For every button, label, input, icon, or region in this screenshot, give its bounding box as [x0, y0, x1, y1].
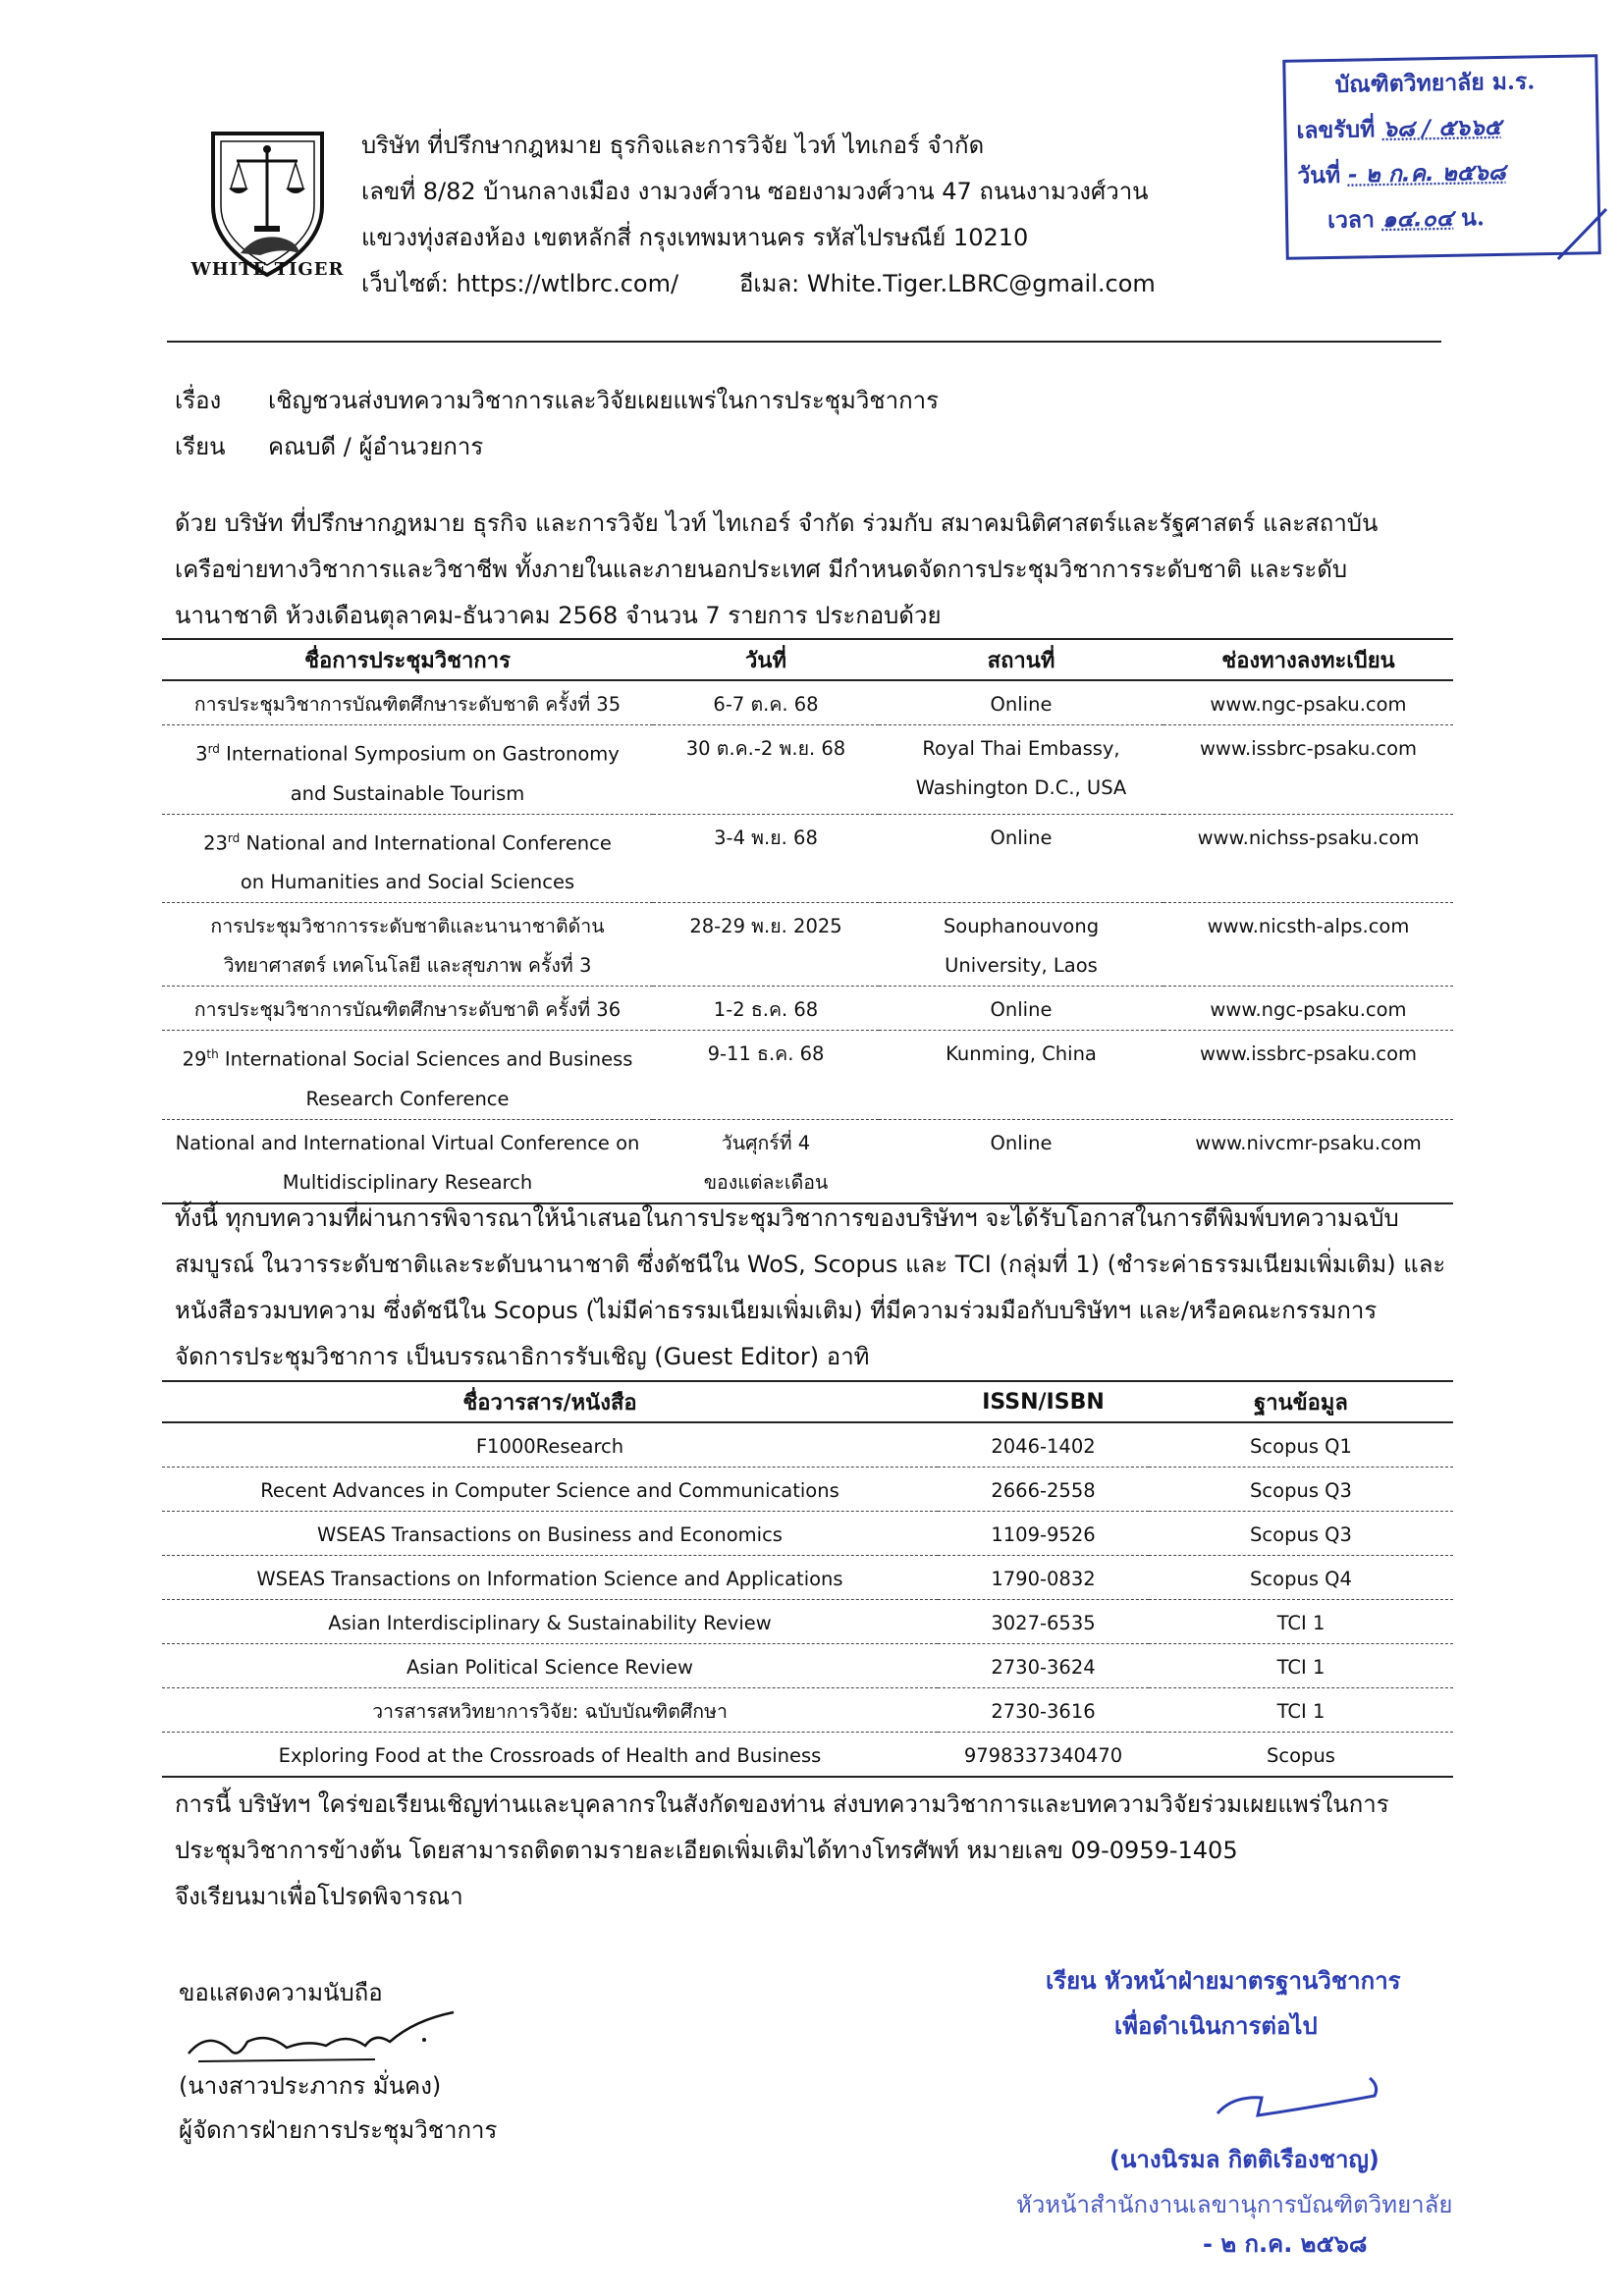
conference-name-line: 3rd International Symposium on Gastronomy: [195, 742, 620, 766]
journal-database: Scopus Q3: [1149, 1512, 1453, 1556]
header-divider: [167, 341, 1441, 343]
col-header-journal-name: ชื่อวารสาร/หนังสือ: [162, 1381, 938, 1422]
journal-database: Scopus Q1: [1149, 1422, 1453, 1468]
conference-row: [162, 987, 1453, 1031]
registration-link[interactable]: www.nivcmr-psaku.com: [1163, 1119, 1453, 1203]
journal-row: [162, 1468, 1453, 1512]
conference-name-line: การประชุมวิชาการบัณฑิตศึกษาระดับชาติ ครั้งที่ 36: [193, 998, 622, 1021]
journal-name: WSEAS Transactions on Business and Economics: [162, 1512, 938, 1556]
journal-row: [162, 1556, 1453, 1600]
sender-position: ผู้จัดการฝ่ายการประชุมวิชาการ: [179, 2116, 498, 2144]
stamp-receipt-label: เลขรับที่: [1296, 116, 1376, 144]
journal-database: Scopus: [1149, 1733, 1453, 1778]
conference-name-line: การประชุมวิชาการบัณฑิตศึกษาระดับชาติ ครั้งที่ 35: [193, 693, 622, 716]
conference-name: [162, 680, 653, 725]
company-website[interactable]: เว็บไซต์: https://wtlbrc.com/: [361, 270, 679, 297]
conference-date-line: ของแต่ละเดือน: [703, 1170, 829, 1194]
subject-text: เชิญชวนส่งบทความวิชาการและวิจัยเผยแพร่ในการประชุมวิชาการ: [268, 387, 939, 414]
journal-name: วารสารสหวิทยาการวิจัย: ฉบับบัณฑิตศึกษา: [162, 1688, 938, 1733]
closing-line: จึงเรียนมาเพื่อโปรดพิจารณา: [175, 1883, 463, 1910]
recipient-text: คณบดี / ผู้อำนวยการ: [268, 433, 484, 460]
journal-table: [162, 1380, 1453, 1778]
conference-name-line: Multidisciplinary Research: [282, 1170, 533, 1194]
conference-name: [162, 987, 653, 1031]
stamp-receipt-number: ๖๘ / ๕๖๖๕: [1382, 114, 1502, 143]
conference-venue-line: Online: [990, 998, 1053, 1021]
conference-date-line: 6-7 ต.ค. 68: [713, 693, 819, 716]
conference-name-line: 23rd National and International Conference: [203, 830, 612, 854]
conference-venue-line: Souphanouvong: [943, 915, 1100, 937]
journal-name: Exploring Food at the Crossroads of Health and Business: [162, 1733, 938, 1778]
journal-name: Asian Interdisciplinary & Sustainability Review: [162, 1600, 938, 1644]
conference-date-line: วันศุกร์ที่ 4: [721, 1131, 811, 1154]
stamp-slash-mark: [1552, 204, 1612, 264]
col-header-date: วันที่: [653, 639, 879, 680]
registration-link[interactable]: www.issbrc-psaku.com: [1163, 1031, 1453, 1120]
col-header-database: ฐานข้อมูล: [1149, 1381, 1453, 1422]
journal-table-header: [162, 1381, 1453, 1422]
journal-row: [162, 1512, 1453, 1556]
registration-link[interactable]: www.issbrc-psaku.com: [1163, 725, 1453, 815]
company-address-block: [361, 123, 1156, 307]
journal-name: WSEAS Transactions on Information Science and Applications: [162, 1556, 938, 1600]
recipient-label: เรียน: [175, 433, 226, 460]
conference-name: [162, 1031, 653, 1120]
sender-name: (นางสาวประภากร มั่นคง): [179, 2072, 442, 2100]
conference-date-line: 28-29 พ.ย. 2025: [689, 915, 842, 937]
conference-venue: [879, 814, 1163, 903]
publication-line: สมบูรณ์ ในวารระดับชาติและระดับนานาชาติ ซึ่งดัชนีใน WoS, Scopus และ TCI (กลุ่มที่ 1) (ชำระค่าธรรมเนียมเพิ่มเติม) และ: [175, 1251, 1446, 1278]
company-email[interactable]: อีเมล: White.Tiger.LBRC@gmail.com: [739, 270, 1156, 297]
annotation-instruction: เพื่อดำเนินการต่อไป: [1114, 2012, 1318, 2040]
address-line-1: เลขที่ 8/82 บ้านกลางเมือง งามวงศ์วาน ซอยงามวงศ์วาน 47 ถนนงามวงศ์วาน: [361, 178, 1149, 205]
conference-date: [653, 725, 879, 815]
conference-name: [162, 814, 653, 903]
journal-database: Scopus Q3: [1149, 1468, 1453, 1512]
conference-date: [653, 680, 879, 725]
conference-venue-line: Online: [990, 693, 1053, 716]
publication-line: หนังสือรวมบทความ ซึ่งดัชนีใน Scopus (ไม่มีค่าธรรมเนียมเพิ่มเติม) ที่มีความร่วมมือกับบริษัทฯ และ/หรือคณะกรรมการ: [175, 1297, 1378, 1324]
conference-date-line: 30 ต.ค.-2 พ.ย. 68: [685, 737, 846, 760]
conference-row: [162, 680, 1453, 725]
conference-name: [162, 1119, 653, 1203]
conference-date: [653, 814, 879, 903]
conference-table-header: [162, 639, 1453, 680]
conference-table: [162, 638, 1453, 1204]
intro-line: นานาชาติ ห้วงเดือนตุลาคม-ธันวาคม 2568 จำนวน 7 รายการ ประกอบด้วย: [175, 602, 942, 629]
subject-row: [175, 381, 1353, 414]
conference-venue-line: Kunming, China: [946, 1042, 1097, 1065]
conference-date-line: 1-2 ธ.ค. 68: [713, 998, 819, 1021]
journal-name: Asian Political Science Review: [162, 1644, 938, 1688]
journal-row: [162, 1644, 1453, 1688]
journal-database: TCI 1: [1149, 1600, 1453, 1644]
conference-venue-line: University, Laos: [945, 954, 1098, 977]
journal-issn: 1109-9526: [938, 1512, 1149, 1556]
journal-issn: 1790-0832: [938, 1556, 1149, 1600]
registration-link[interactable]: www.ngc-psaku.com: [1163, 987, 1453, 1031]
conference-date: [653, 903, 879, 987]
col-header-venue: สถานที่: [879, 639, 1163, 680]
subject-label: เรื่อง: [175, 387, 222, 414]
recipient-row: [175, 427, 1353, 460]
publication-paragraph: [175, 1196, 1445, 1380]
col-header-conference-name: ชื่อการประชุมวิชาการ: [162, 639, 653, 680]
journal-row: [162, 1688, 1453, 1733]
journal-name: F1000Research: [162, 1422, 938, 1468]
conference-date-line: 3-4 พ.ย. 68: [714, 826, 818, 849]
registration-link[interactable]: www.nicsth-alps.com: [1163, 903, 1453, 987]
stamp-date-value: - ๒ ก.ค. ๒๕๖๘: [1347, 159, 1506, 188]
publication-line: จัดการประชุมวิชาการ เป็นบรรณาธิการรับเชิญ (Guest Editor) อาทิ: [175, 1343, 870, 1370]
conference-venue: [879, 987, 1163, 1031]
intro-paragraph: [175, 501, 1378, 639]
stamp-title: บัณฑิตวิทยาลัย ม.ร.: [1334, 68, 1536, 98]
address-line-2: แขวงทุ่งสองห้อง เขตหลักสี่ กรุงเทพมหานคร รหัสไปรษณีย์ 10210: [361, 224, 1029, 251]
conference-date: [653, 987, 879, 1031]
conference-date: [653, 1031, 879, 1120]
journal-issn: 9798337340470: [938, 1733, 1149, 1778]
conference-venue-line: Online: [990, 1131, 1053, 1154]
conference-venue: [879, 903, 1163, 987]
stamp-date-label: วันที่: [1297, 161, 1341, 189]
intro-line: ด้วย บริษัท ที่ปรึกษากฎหมาย ธุรกิจ และการวิจัย ไวท์ ไทเกอร์ จำกัด ร่วมกับ สมาคมนิติศาสตร์และรัฐศาสตร์ และสถาบัน: [175, 509, 1379, 537]
journal-issn: 2730-3616: [938, 1688, 1149, 1733]
journal-issn: 3027-6535: [938, 1600, 1149, 1644]
conference-name-line: การประชุมวิชาการระดับชาติและนานาชาติด้าน: [210, 915, 605, 937]
conference-venue-line: Royal Thai Embassy,: [922, 737, 1120, 760]
journal-row: [162, 1600, 1453, 1644]
annotation-signer-position: หัวหน้าสำนักงานเลขานุการบัณฑิตวิทยาลัย: [1016, 2191, 1453, 2218]
journal-row: [162, 1733, 1453, 1778]
registration-link[interactable]: www.nichss-psaku.com: [1163, 814, 1453, 903]
col-header-registration: ช่องทางลงทะเบียน: [1163, 639, 1453, 680]
conference-name: [162, 725, 653, 815]
conference-row: [162, 1031, 1453, 1120]
conference-venue: [879, 680, 1163, 725]
sender-signature: [179, 2002, 463, 2071]
annotation-date: - ๒ ก.ค. ๒๕๖๘: [1203, 2230, 1368, 2258]
journal-issn: 2666-2558: [938, 1468, 1149, 1512]
closing-paragraph: [175, 1782, 1389, 1920]
conference-name-line: Research Conference: [305, 1087, 510, 1110]
closing-line: การนี้ บริษัทฯ ใคร่ขอเรียนเชิญท่านและบุคลากรในสังกัดของท่าน ส่งบทความวิชาการและบทความวิจัยร่วมเผยแพร่ในการ: [175, 1790, 1389, 1818]
conference-venue: [879, 1119, 1163, 1203]
conference-venue: [879, 1031, 1163, 1120]
sender-regards: ขอแสดงความนับถือ: [179, 1979, 383, 2006]
conference-name-line: National and International Virtual Conference on: [175, 1131, 640, 1154]
conference-row: [162, 814, 1453, 903]
conference-venue-line: Online: [990, 826, 1053, 849]
stamp-time-value: ๑๔.๐๔: [1381, 205, 1454, 234]
logo-text: WHITE TIGER: [190, 259, 345, 280]
journal-database: TCI 1: [1149, 1688, 1453, 1733]
annotation-routing: เรียน หัวหน้าฝ่ายมาตรฐานวิชาการ: [1046, 1967, 1401, 1995]
publication-line: ทั้งนี้ ทุกบทความที่ผ่านการพิจารณาให้นำเสนอในการประชุมวิชาการของบริษัทฯ จะได้รับโอกาสในการตีพิมพ์บทความฉบับ: [175, 1204, 1399, 1232]
conference-row: [162, 1119, 1453, 1203]
journal-issn: 2046-1402: [938, 1422, 1149, 1468]
col-header-issn: ISSN/ISBN: [938, 1381, 1149, 1422]
conference-name-line: วิทยาศาสตร์ เทคโนโลยี และสุขภาพ ครั้งที่ 3: [223, 954, 592, 977]
company-logo: [190, 128, 345, 290]
journal-row: [162, 1422, 1453, 1468]
journal-issn: 2730-3624: [938, 1644, 1149, 1688]
conference-date: [653, 1119, 879, 1203]
closing-line: ประชุมวิชาการข้างต้น โดยสามารถติดตามรายละเอียดเพิ่มเติมได้ทางโทรศัพท์ หมายเลข 09-0959-1405: [175, 1837, 1238, 1864]
intro-line: เครือข่ายทางวิชาการและวิชาชีพ ทั้งภายในและภายนอกประเทศ มีกำหนดจัดการประชุมวิชาการระดับชาติ และระดับ: [175, 556, 1348, 583]
conference-date-line: 9-11 ธ.ค. 68: [707, 1042, 825, 1065]
conference-name-line: and Sustainable Tourism: [290, 781, 525, 805]
receipt-stamp: [1282, 54, 1601, 260]
conference-venue-line: Washington D.C., USA: [915, 776, 1127, 799]
registration-link[interactable]: www.ngc-psaku.com: [1163, 680, 1453, 725]
journal-database: Scopus Q4: [1149, 1556, 1453, 1600]
stamp-time-suffix: น.: [1460, 204, 1486, 232]
annotation-signer-name: (นางนิรมล กิตติเรืองชาญ): [1109, 2146, 1380, 2173]
journal-database: TCI 1: [1149, 1644, 1453, 1688]
conference-name-line: on Humanities and Social Sciences: [240, 871, 575, 893]
journal-name: Recent Advances in Computer Science and Communications: [162, 1468, 938, 1512]
conference-row: [162, 903, 1453, 987]
conference-venue: [879, 725, 1163, 815]
company-name: บริษัท ที่ปรึกษากฎหมาย ธุรกิจและการวิจัย ไวท์ ไทเกอร์ จำกัด: [361, 132, 985, 159]
annotation-signature: [1203, 2066, 1389, 2125]
conference-name-line: 29th International Social Sciences and Business: [182, 1047, 633, 1071]
conference-row: [162, 725, 1453, 815]
stamp-time-label: เวลา: [1326, 206, 1376, 235]
conference-name: [162, 903, 653, 987]
